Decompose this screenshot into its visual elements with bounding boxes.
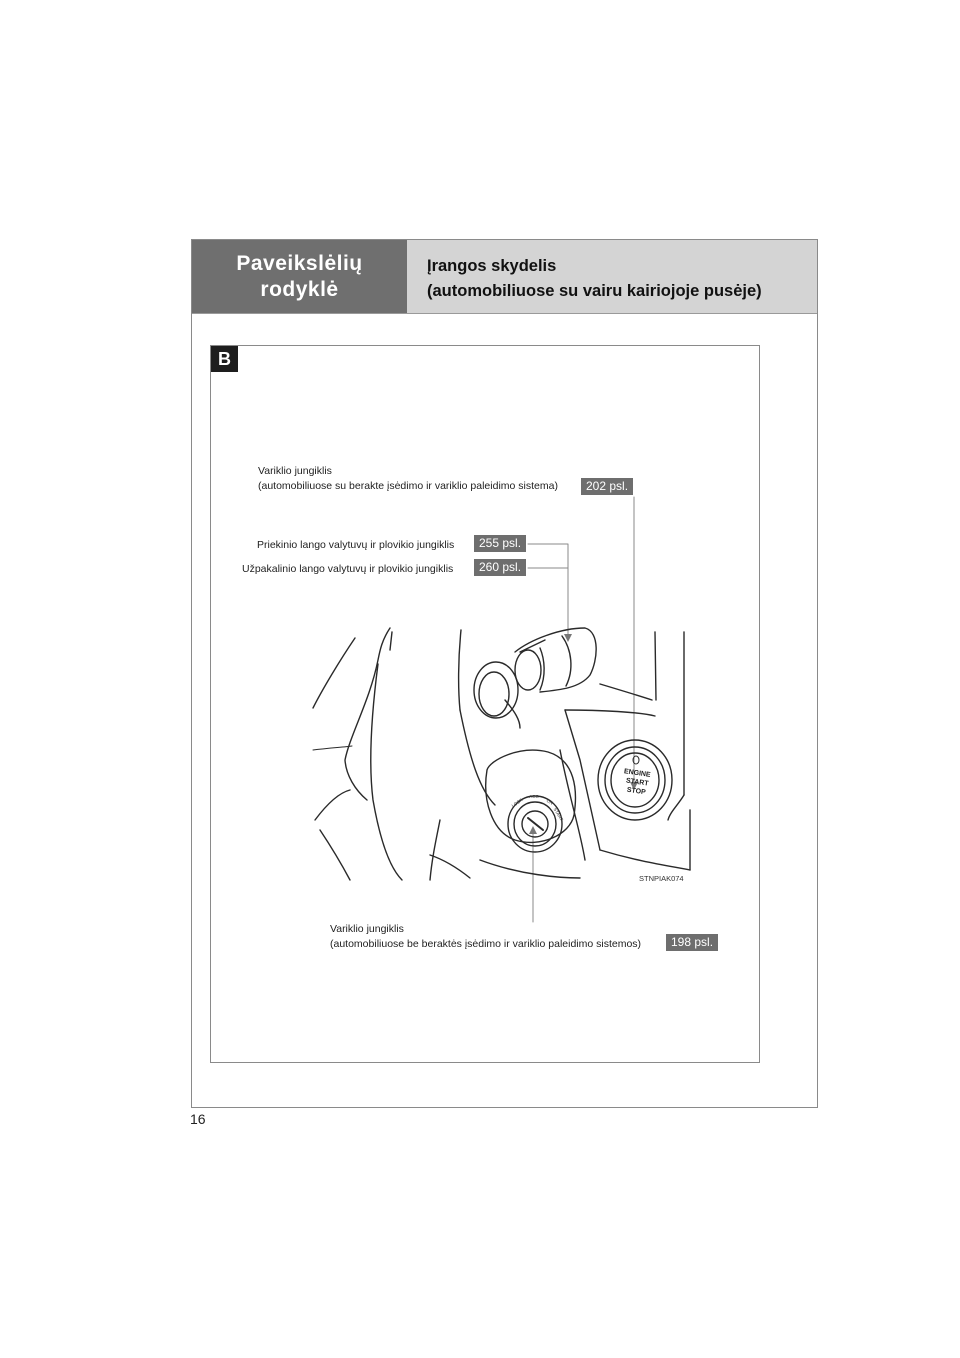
page-ref-badge[interactable]: 255 psl. — [474, 535, 526, 552]
engine-button-text-2: START — [625, 777, 649, 788]
callout-detail: (automobiliuose be beraktės įsėdimo ir variklio paleidimo sistemos) — [330, 938, 642, 950]
key-position-lock: LOCK — [510, 797, 524, 809]
page-ref-badge[interactable]: 260 psl. — [474, 559, 526, 576]
callout-engine-switch-key — [330, 922, 641, 952]
subtitle-line-1: Įrangos skydelis — [427, 257, 557, 275]
image-code: STNPIAK074 — [639, 874, 684, 883]
callout-front-wiper-switch: Priekinio lango valytuvų ir plovikio jungiklis — [257, 539, 455, 551]
page-number: 16 — [190, 1111, 206, 1127]
callout-label: Variklio jungiklis — [330, 923, 404, 935]
page-ref-badge[interactable]: 198 psl. — [666, 934, 718, 951]
section-letter-badge: B — [211, 346, 238, 372]
page-ref-badge[interactable]: 202 psl. — [581, 478, 633, 495]
callout-label: Variklio jungiklis — [258, 465, 332, 477]
key-position-on: ON — [545, 797, 554, 806]
key-position-start: START — [552, 806, 565, 822]
callout-detail: (automobiliuose su berakte įsėdimo ir variklio paleidimo sistema) — [258, 480, 558, 492]
subtitle-line-2: (automobiliuose su vairu kairiojoje pusėje) — [427, 282, 762, 300]
section-title: Paveikslėlių rodyklė — [192, 240, 407, 313]
engine-button-text-3: STOP — [626, 786, 647, 797]
engine-button-text-1: ENGINE — [623, 768, 651, 779]
callout-rear-wiper-switch: Užpakalinio lango valytuvų ir plovikio jungiklis — [242, 563, 454, 575]
key-position-acc: ACC — [529, 794, 539, 799]
